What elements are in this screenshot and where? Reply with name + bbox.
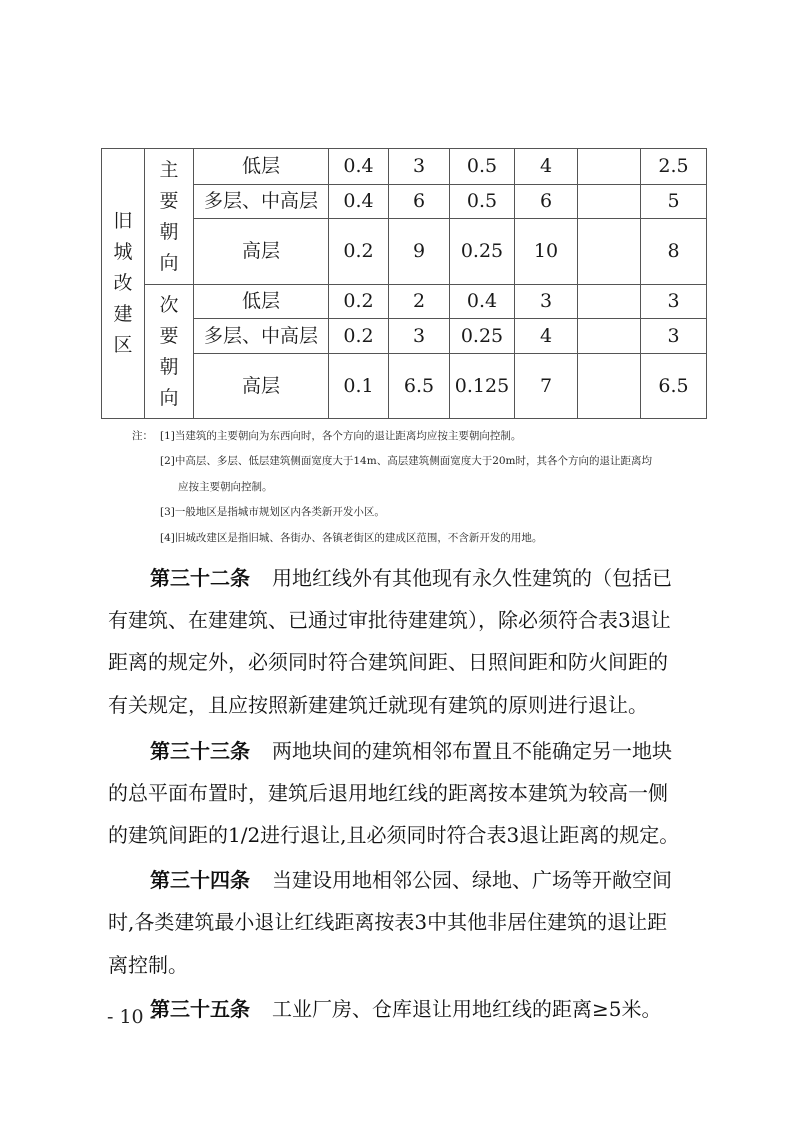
note-item: [2]中高层、多层、低层建筑侧面宽度大于14m、高层建筑侧面宽度大于20m时，其各个方向的退让距离均 bbox=[160, 455, 653, 467]
page-number: - 10 - bbox=[107, 1006, 157, 1028]
value-cell bbox=[578, 149, 641, 185]
value-cell: 6.5 bbox=[389, 354, 450, 419]
orientation-char: 主 bbox=[159, 158, 179, 181]
region-cell bbox=[102, 149, 145, 419]
region-char: 建 bbox=[113, 303, 133, 325]
value-cell: 6 bbox=[515, 185, 578, 219]
building-type-cell: 多层、中高层 bbox=[194, 185, 329, 219]
orientation-char: 要 bbox=[159, 324, 179, 347]
orientation-char: 朝 bbox=[159, 220, 179, 243]
article-line: 时,各类建筑最小退让红线距离按表3中其他非居住建筑的退让距 bbox=[108, 910, 668, 934]
value-cell: 3 bbox=[641, 285, 707, 319]
building-type-cell: 高层 bbox=[194, 354, 329, 419]
value-cell: 0.2 bbox=[329, 319, 389, 354]
building-type-cell: 低层 bbox=[194, 285, 329, 319]
value-cell: 6.5 bbox=[641, 354, 707, 419]
notes-prefix: 注： bbox=[132, 430, 153, 442]
value-cell: 2 bbox=[389, 285, 450, 319]
article-line: 当建设用地相邻公园、绿地、广场等开敞空间 bbox=[272, 868, 672, 892]
orientation-cell bbox=[145, 285, 194, 419]
value-cell: 0.4 bbox=[329, 149, 389, 185]
article-line: 离控制。 bbox=[108, 953, 188, 977]
value-cell: 9 bbox=[389, 219, 450, 285]
value-cell: 7 bbox=[515, 354, 578, 419]
orientation-char: 要 bbox=[159, 189, 179, 212]
table-row bbox=[102, 285, 707, 319]
value-cell: 0.2 bbox=[329, 219, 389, 285]
value-cell: 0.5 bbox=[450, 185, 515, 219]
article-line: 有关规定，且应按照新建建筑迁就现有建筑的原则进行退让。 bbox=[108, 693, 648, 717]
value-cell: 3 bbox=[641, 319, 707, 354]
article-title: 第三十四条 bbox=[150, 868, 250, 892]
note-item: [1]当建筑的主要朝向为东西向时，各个方向的退让距离均应按主要朝向控制。 bbox=[160, 430, 522, 442]
value-cell: 0.1 bbox=[329, 354, 389, 419]
orientation-cell bbox=[145, 149, 194, 285]
value-cell: 0.4 bbox=[329, 185, 389, 219]
value-cell bbox=[578, 219, 641, 285]
value-cell: 3 bbox=[389, 149, 450, 185]
article-line: 有建筑、在建建筑、已通过审批待建建筑），除必须符合表3退让 bbox=[108, 608, 671, 632]
building-type-cell: 低层 bbox=[194, 149, 329, 185]
article-line: 两地块间的建筑相邻布置且不能确定另一地块 bbox=[272, 739, 672, 763]
article-line: 距离的规定外，必须同时符合建筑间距、日照间距和防火间距的 bbox=[108, 650, 668, 674]
value-cell bbox=[578, 285, 641, 319]
article-title: 第三十五条 bbox=[150, 997, 250, 1021]
note-item: 应按主要朝向控制。 bbox=[178, 481, 273, 493]
article-title: 第三十三条 bbox=[150, 739, 250, 763]
value-cell: 0.125 bbox=[450, 354, 515, 419]
value-cell: 0.4 bbox=[450, 285, 515, 319]
value-cell: 5 bbox=[641, 185, 707, 219]
note-item: [3]一般地区是指城市规划区内各类新开发小区。 bbox=[160, 506, 385, 518]
value-cell: 10 bbox=[515, 219, 578, 285]
value-cell bbox=[578, 319, 641, 354]
orientation-char: 向 bbox=[159, 386, 179, 409]
value-cell: 0.25 bbox=[450, 319, 515, 354]
value-cell: 4 bbox=[515, 149, 578, 185]
orientation-char: 朝 bbox=[159, 355, 179, 378]
article-line: 用地红线外有其他现有永久性建筑的（包括已 bbox=[272, 566, 672, 590]
value-cell bbox=[578, 354, 641, 419]
setback-table bbox=[101, 148, 707, 419]
value-cell: 3 bbox=[389, 319, 450, 354]
value-cell: 0.25 bbox=[450, 219, 515, 285]
article-line: 的总平面布置时，建筑后退用地红线的距离按本建筑为较高一侧 bbox=[108, 781, 668, 805]
value-cell: 0.5 bbox=[450, 149, 515, 185]
note-item: [4]旧城改建区是指旧城、各街办、各镇老街区的建成区范围，不含新开发的用地。 bbox=[160, 532, 543, 544]
value-cell: 3 bbox=[515, 285, 578, 319]
article-line: 的建筑间距的1/2进行退让,且必须同时符合表3退让距离的规定。 bbox=[108, 823, 680, 847]
building-type-cell: 高层 bbox=[194, 219, 329, 285]
region-char: 改 bbox=[113, 272, 133, 294]
building-type-cell: 多层、中高层 bbox=[194, 319, 329, 354]
article-line: 工业厂房、仓库退让用地红线的距离≥5米。 bbox=[272, 997, 662, 1021]
article-title: 第三十二条 bbox=[150, 566, 250, 590]
value-cell: 6 bbox=[389, 185, 450, 219]
value-cell: 8 bbox=[641, 219, 707, 285]
table-row bbox=[102, 149, 707, 185]
value-cell bbox=[578, 185, 641, 219]
region-char: 区 bbox=[113, 334, 133, 356]
orientation-char: 次 bbox=[159, 293, 179, 316]
value-cell: 0.2 bbox=[329, 285, 389, 319]
value-cell: 4 bbox=[515, 319, 578, 354]
region-char: 城 bbox=[113, 241, 133, 263]
value-cell: 2.5 bbox=[641, 149, 707, 185]
region-char: 旧 bbox=[113, 210, 133, 232]
orientation-char: 向 bbox=[159, 251, 179, 274]
